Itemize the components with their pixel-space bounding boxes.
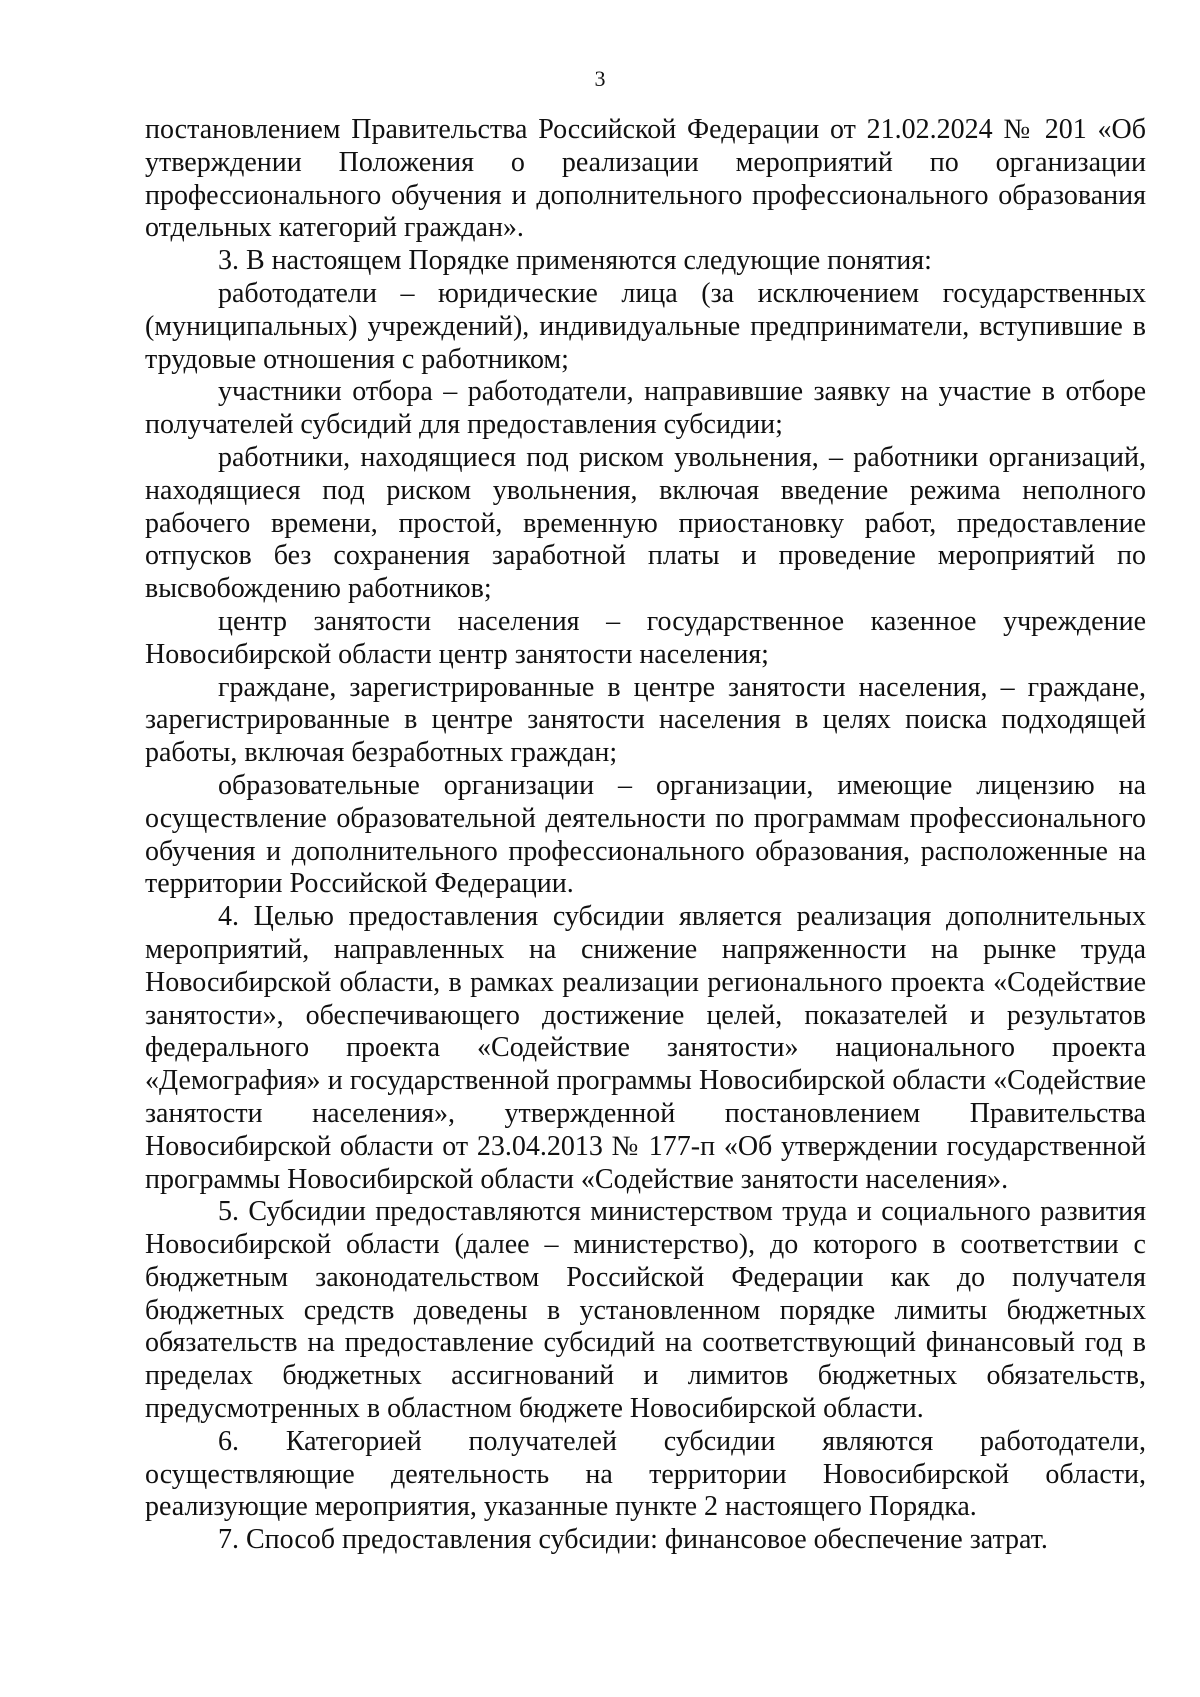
definition-registered-citizens: граждане, зарегистрированные в центре занятости населения, – граждане, зарегистрированные в центре занятости населения в целях поиска подходящей работы, включая безработных граждан; <box>145 671 1146 769</box>
paragraph-item-6: 6. Категорией получателей субсидии являются работодатели, осуществляющие деятельность на территории Новосибирской области, реализующие мероприятия, указанные пункте 2 настоящего Порядка. <box>145 1425 1146 1523</box>
paragraph-item-4: 4. Целью предоставления субсидии является реализация дополнительных мероприятий, направленных на снижение напряженности на рынке труда Новосибирской области, в рамках реализации регионального проекта «Содействие занятости», обеспечивающего достижение целей, показателей и результатов федерального проекта «Содействие занятости» национального проекта «Демография» и государственной программы Новосибирской области «Содействие занятости населения», утвержденной постановлением Правительства Новосибирской области от 23.04.2013 № 177-п «Об утверждении государственной программы Новосибирской области «Содействие занятости населения». <box>145 901 1146 1195</box>
paragraph-item-3: 3. В настоящем Порядке применяются следующие понятия: <box>218 245 932 277</box>
definition-educational-organizations: образовательные организации – организации, имеющие лицензию на осуществление образовательной деятельности по программам профессионального обучения и дополнительного профессионального образования, расположенные на территории Российской Федерации. <box>145 769 1146 900</box>
paragraph-item-5: 5. Субсидии предоставляются министерством труда и социального развития Новосибирской области (далее – министерство), до которого в соответствии с бюджетным законодательством Российской Федерации как до получателя бюджетных средств доведены в установленном порядке лимиты бюджетных обязательств на предоставление субсидий на соответствующий финансовый год в пределах бюджетных ассигнований и лимитов бюджетных обязательств, предусмотренных в областном бюджете Новосибирской области. <box>145 1196 1146 1425</box>
definition-workers-at-risk: работники, находящиеся под риском увольнения, – работники организаций, находящиеся под риском увольнения, включая введение режима неполного рабочего времени, простой, временную приостановку работ, предоставление отпусков без сохранения заработной платы и проведение мероприятий по высвобождению работников; <box>145 441 1146 605</box>
definition-employers: работодатели – юридические лица (за исключением государственных (муниципальных) учреждений), индивидуальные предприниматели, вступившие в трудовые отношения с работником; <box>145 277 1146 375</box>
document-body <box>145 114 1146 1557</box>
definition-employment-center: центр занятости населения – государственное казенное учреждение Новосибирской области центр занятости населения; <box>145 605 1146 670</box>
paragraph-item-7: 7. Способ предоставления субсидии: финансовое обеспечение затрат. <box>218 1524 1048 1556</box>
paragraph-continuation: постановлением Правительства Российской Федерации от 21.02.2024 № 201 «Об утверждении Положения о реализации мероприятий по организации профессионального обучения и дополнительного профессионального образования отдельных категорий граждан». <box>145 114 1146 244</box>
definition-selection-participants: участники отбора – работодатели, направившие заявку на участие в отборе получателей субсидий для предоставления субсидии; <box>145 376 1146 441</box>
page-number: 3 <box>594 66 606 91</box>
